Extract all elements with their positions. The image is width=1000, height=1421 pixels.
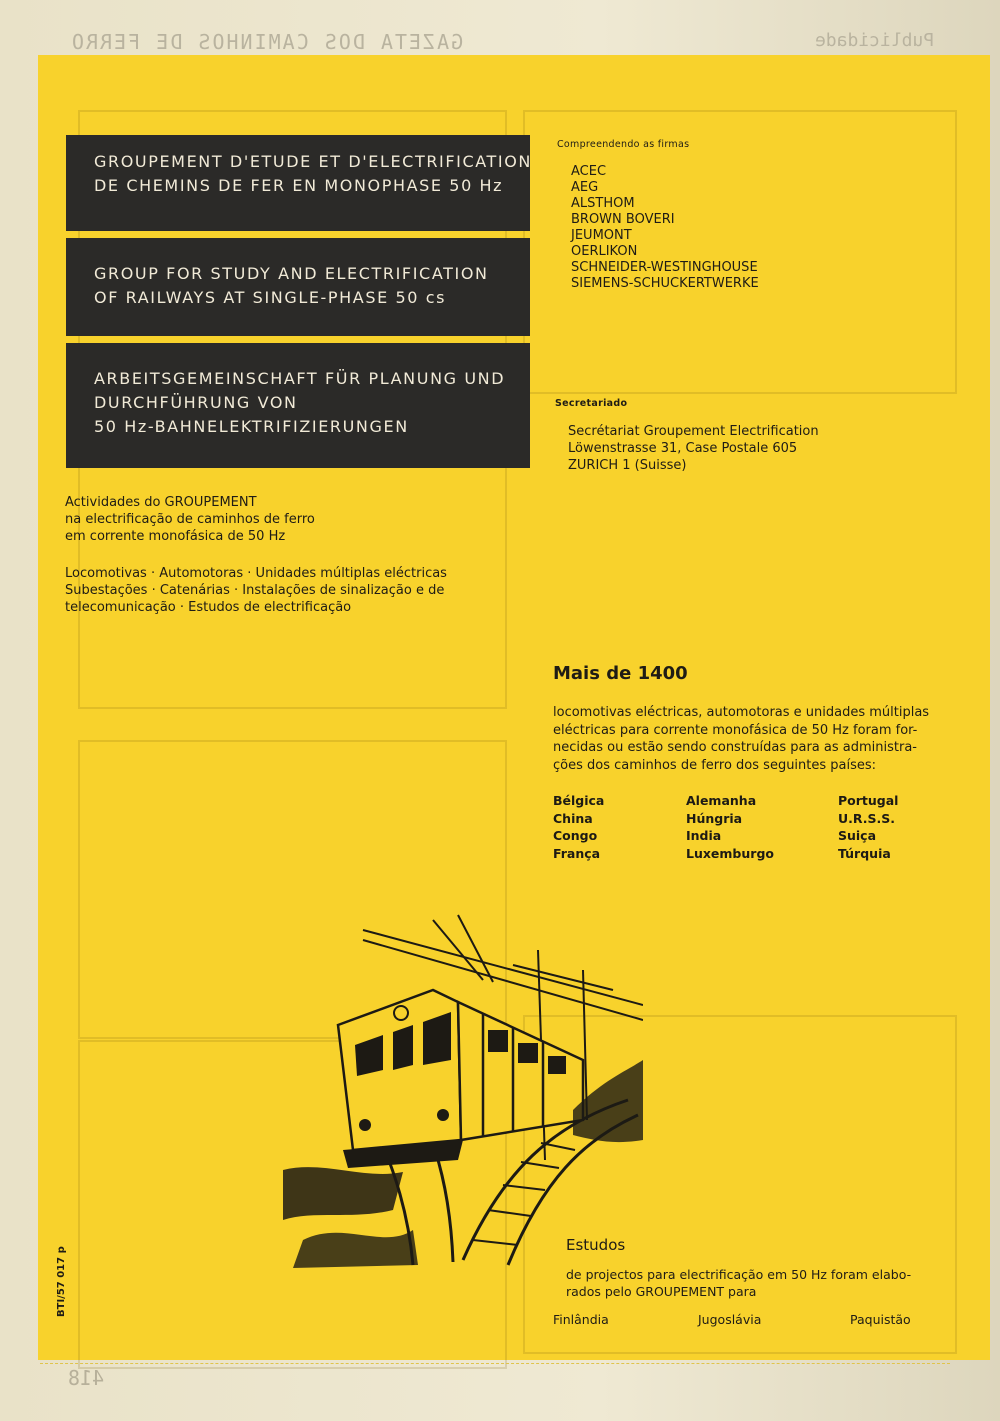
country: China (553, 810, 593, 826)
firm-item: SCHNEIDER-WESTINGHOUSE (571, 260, 758, 275)
country: U.R.S.S. (838, 810, 896, 826)
firm-item: JEUMONT (571, 228, 632, 243)
country-column-2 (686, 792, 774, 862)
title-box-english (66, 238, 530, 336)
activities-intro (65, 494, 315, 545)
electric-train-illustration (283, 910, 643, 1270)
firm-list (571, 164, 759, 292)
country: Alemanha (686, 793, 757, 808)
activities-intro-line: Actividades do GROUPEMENT (65, 495, 257, 510)
firms-label: Compreendendo as firmas (557, 139, 690, 150)
country: França (553, 845, 601, 861)
firm-item: AEG (571, 180, 599, 195)
estudos-body-line: rados pelo GROUPEMENT para (566, 1284, 757, 1299)
country: Luxemburgo (686, 845, 774, 861)
firm-item: OERLIKON (571, 244, 638, 259)
title-line: DE CHEMINS DE FER EN MONOPHASE 50 Hz (94, 176, 504, 195)
title-box-french (66, 135, 533, 231)
running-head-left: GAZETA DOS CAMINHOS DE FERRO (70, 30, 464, 54)
country: Bélgica (553, 793, 605, 808)
country: Túrquia (838, 845, 891, 861)
address-line: ZURICH 1 (Suisse) (568, 458, 687, 473)
title-line: GROUPEMENT D'ETUDE ET D'ELECTRIFICATION (94, 152, 533, 171)
country: Suiça (838, 828, 877, 843)
country: Húngria (686, 810, 743, 826)
activities-list-line: Subestações · Catenárias · Instalações de sinalização e de (65, 583, 445, 598)
country: Portugal (838, 793, 899, 808)
activities-list-line: telecomunicação · Estudos de electrificação (65, 600, 352, 615)
title-box-german (66, 343, 530, 468)
estudos-body (566, 1266, 911, 1300)
estudos-country: Finlândia (553, 1312, 609, 1327)
activities-intro-line: na electrificação de caminhos de ferro (65, 512, 315, 527)
firm-item: SIEMENS-SCHUCKERTWERKE (571, 276, 759, 291)
address-line: Löwenstrasse 31, Case Postale 605 (568, 441, 798, 456)
secretariat-address (568, 423, 819, 474)
page-number: 418 (68, 1366, 105, 1390)
print-code: BTI/57 017 p (56, 1246, 67, 1317)
activities-list (65, 565, 447, 616)
estudos-body-line: de projectos para electrificação em 50 Hz foram elabo- (566, 1267, 912, 1282)
mais-body (553, 704, 929, 774)
mais-heading: Mais de 1400 (553, 663, 688, 684)
country: India (686, 828, 722, 843)
title-line: GROUP FOR STUDY AND ELECTRIFICATION (94, 264, 489, 283)
activities-intro-line: em corrente monofásica de 50 Hz (65, 529, 286, 544)
country-column-1 (553, 792, 604, 862)
running-head-right: Publicidade (815, 30, 935, 51)
address-line: Secrétariat Groupement Electrification (568, 424, 819, 439)
title-line: 50 Hz-BAHNELEKTRIFIZIERUNGEN (94, 417, 409, 436)
firm-item: ALSTHOM (571, 196, 635, 211)
cut-line (40, 1363, 950, 1364)
secretariat-label: Secretariado (555, 398, 628, 409)
country-column-3 (838, 792, 898, 862)
mais-body-line: necidas ou estão sendo construídas para as administra- (553, 740, 917, 755)
firm-item: ACEC (571, 164, 607, 179)
title-line: ARBEITSGEMEINSCHAFT FÜR PLANUNG UND (94, 369, 506, 388)
activities-list-line: Locomotivas · Automotoras · Unidades múltiplas eléctricas (65, 566, 447, 581)
title-line: DURCHFÜHRUNG VON (94, 393, 298, 412)
estudos-country: Paquistão (850, 1312, 911, 1327)
advertisement-insert (38, 55, 990, 1360)
country: Congo (553, 828, 598, 843)
estudos-country: Jugoslávia (698, 1312, 762, 1327)
mais-body-line: locomotivas eléctricas, automotoras e unidades múltiplas (553, 705, 930, 720)
mais-body-line: eléctricas para corrente monofásica de 50 Hz foram for- (553, 722, 918, 738)
title-line: OF RAILWAYS AT SINGLE-PHASE 50 cs (94, 288, 447, 307)
mais-body-line: ções dos caminhos de ferro dos seguintes países: (553, 757, 877, 773)
estudos-heading: Estudos (566, 1236, 626, 1254)
firm-item: BROWN BOVERI (571, 212, 675, 227)
